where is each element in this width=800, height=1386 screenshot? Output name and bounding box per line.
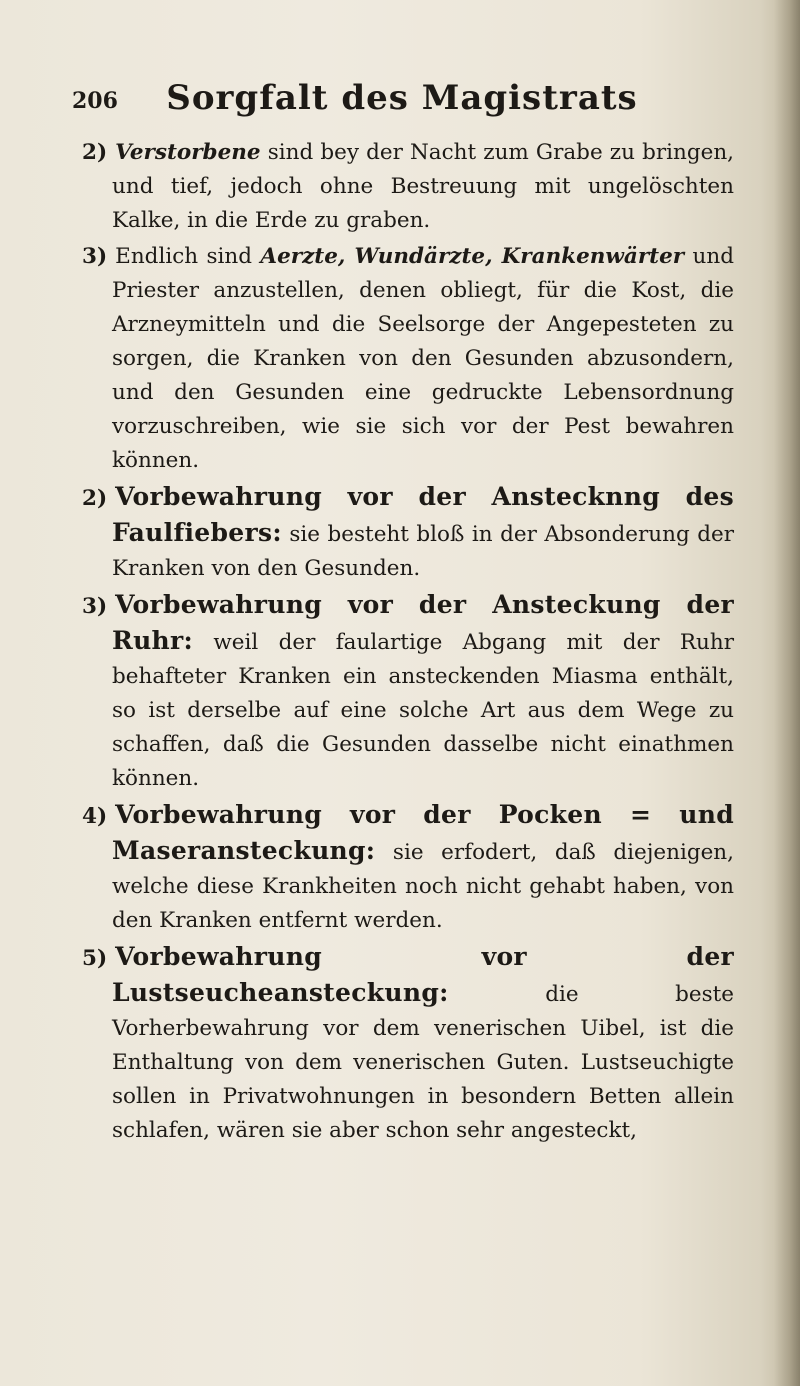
entry-text: sind bey der Nacht zum Grabe zu bringen, und tief, jedoch ohne Bestreuung mit ungelöschten Kalke, in die Erde zu graben.	[112, 140, 734, 233]
entry-heading: Vorbewahrung vor der Lustseucheansteckung:	[112, 942, 734, 1007]
entry-number: 3)	[82, 244, 108, 269]
page-header	[72, 78, 732, 128]
entry-dysentery	[82, 588, 734, 796]
entry-number: 2)	[82, 140, 108, 165]
entry-text: und Priester anzustellen, denen obliegt, für die Kost, die Arzneymitteln und die Seelsorge der Angepesteten zu sorgen, die Kranken von den Gesunden abzusondern, und den Gesunden eine gedruckte Lebensordnung vorzuschreiben, wie sie sich vor der Pest bewahren können.	[112, 244, 734, 473]
entry-key: Aerzte, Wundärzte, Krankenwärter	[260, 244, 685, 269]
entry-staff	[82, 240, 734, 478]
entry-lead: Endlich sind	[115, 244, 252, 269]
entry-number: 4)	[82, 804, 108, 829]
page-edge-shadow	[774, 0, 800, 1386]
entry-heading: Vorbewahrung vor der Anstecknng des Faulfiebers:	[112, 482, 734, 547]
page-body	[82, 136, 734, 1150]
entry-deceased	[82, 136, 734, 238]
entry-heading: Vorbewahrung vor der Pocken = und Maseransteckung:	[112, 800, 734, 865]
entry-text: weil der faulartige Abgang mit der Ruhr behafteter Kranken ein ansteckenden Miasma enthält, so ist derselbe auf eine solche Art aus dem Wege zu schaffen, daß die Gesunden dasselbe nicht einathmen können.	[112, 630, 734, 791]
entry-text: sie besteht bloß in der Absonderung der Kranken von den Gesunden.	[112, 522, 734, 581]
entry-venereal	[82, 940, 734, 1148]
entry-text: die beste Vorherbewahrung vor dem venerischen Uibel, ist die Enthaltung von dem venerischen Guten. Lustseuchigte sollen in Privatwohnungen in besondern Betten allein schlafen, wären sie aber schon sehr angesteckt,	[112, 982, 734, 1143]
entry-text: sie erfodert, daß diejenigen, welche diese Krankheiten noch nicht gehabt haben, von den Kranken entfernt werden.	[112, 840, 734, 933]
entry-number: 3)	[82, 594, 108, 619]
entry-typhus	[82, 480, 734, 586]
entry-number: 5)	[82, 946, 108, 971]
entry-heading: Vorbewahrung vor der Ansteckung der Ruhr:	[112, 590, 734, 655]
entry-number: 2)	[82, 486, 108, 511]
entry-smallpox	[82, 798, 734, 938]
running-title: Sorgfalt des Magistrats	[166, 78, 638, 118]
entry-key: Verstorbene	[115, 140, 261, 165]
page-number: 206	[72, 88, 118, 114]
